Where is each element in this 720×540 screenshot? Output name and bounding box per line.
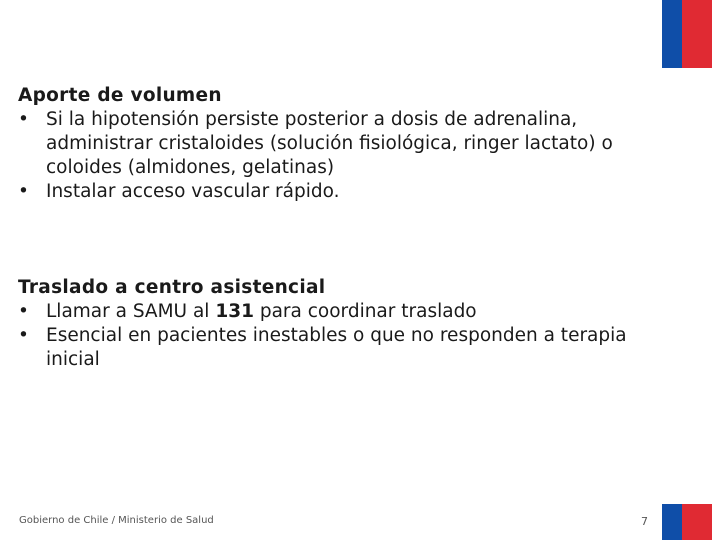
list-item-text [46, 301, 477, 322]
bullet-list [18, 108, 648, 204]
list-item-text: Esencial en pacientes inestables o que no responden a terapia inicial [46, 325, 627, 370]
text-part: para coordinar traslado [253, 301, 477, 322]
text-part: Llamar a SAMU al [46, 301, 216, 322]
section-heading: Traslado a centro asistencial [18, 277, 326, 298]
list-item [18, 108, 648, 180]
bullet-icon: • [18, 109, 29, 130]
bullet-list [18, 300, 648, 372]
footer-text: Gobierno de Chile / Ministerio de Salud [19, 515, 214, 526]
list-item [18, 180, 648, 204]
bullet-icon: • [18, 301, 29, 322]
list-item-text: Instalar acceso vascular rápido. [46, 181, 340, 202]
list-item [18, 324, 648, 372]
chile-flag-bar-bottom [662, 504, 712, 540]
section-heading: Aporte de volumen [18, 85, 222, 106]
samu-number: 131 [215, 301, 254, 322]
flag-blue-stripe [662, 504, 682, 540]
page-number: 7 [641, 515, 648, 528]
bullet-icon: • [18, 181, 29, 202]
list-item [18, 300, 648, 324]
list-item-text: Si la hipotensión persiste posterior a dosis de adrenalina, administrar cristaloides (solución fisiológica, ringer lactato) o coloides (almidones, gelatinas) [46, 109, 613, 178]
flag-red-stripe [682, 0, 712, 68]
bullet-icon: • [18, 325, 29, 346]
flag-blue-stripe [662, 0, 682, 68]
section-aporte-volumen [18, 84, 648, 204]
flag-red-stripe [682, 504, 712, 540]
section-traslado [18, 276, 648, 372]
chile-flag-bar-top [662, 0, 712, 68]
